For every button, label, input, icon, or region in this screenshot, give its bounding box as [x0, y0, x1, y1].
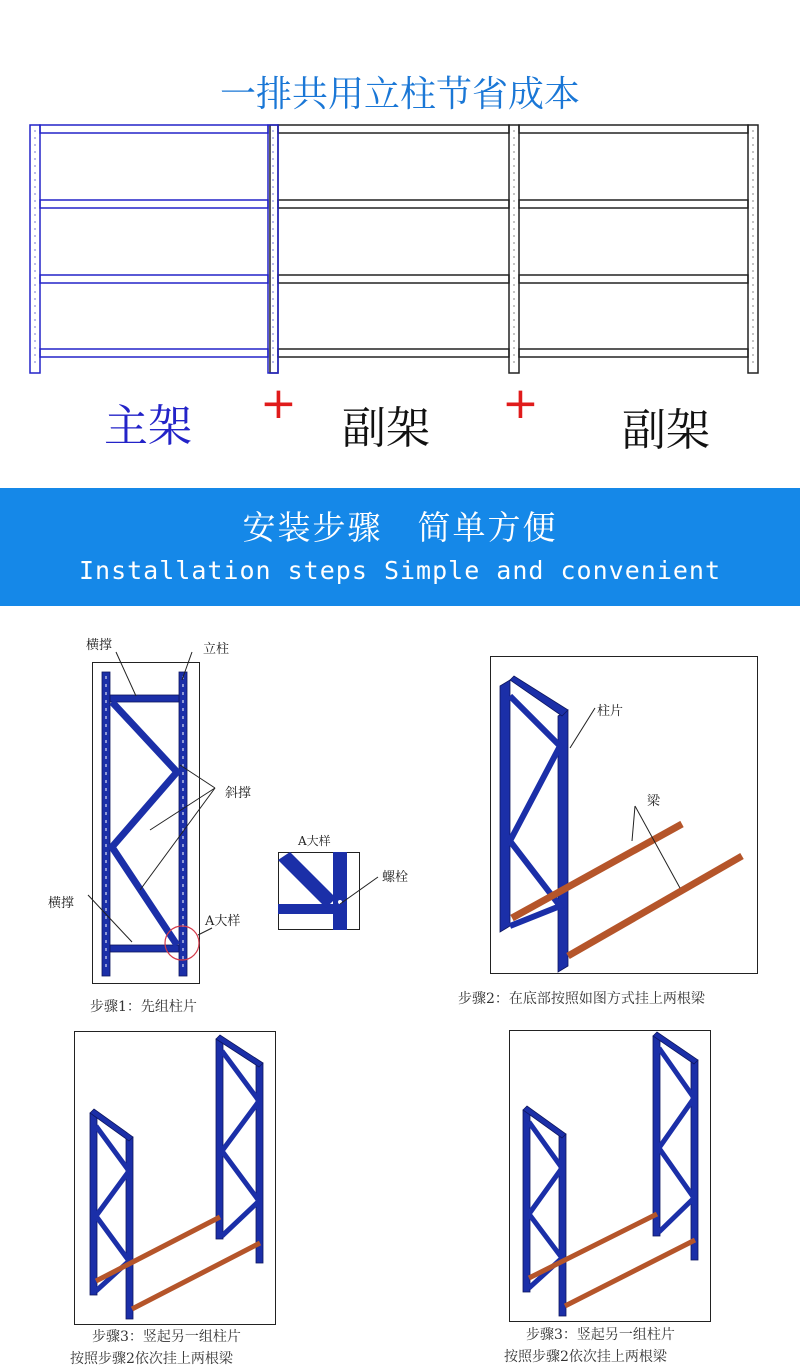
- upright-label: 立柱: [203, 642, 230, 657]
- banner-subtitle: Installation steps Simple and convenient: [78, 556, 722, 585]
- step2-caption: 步骤2：在底部按照如图方式挂上两根梁: [458, 991, 705, 1007]
- step3a-caption-line1: 步骤3：竖起另一组柱片: [92, 1329, 241, 1345]
- step3a-caption-line2: 按照步骤2依次挂上两根梁: [70, 1351, 233, 1367]
- plus-sign: +: [502, 378, 539, 429]
- banner-title: 安装步骤 简单方便: [242, 508, 558, 547]
- step1-caption: 步骤1：先组柱片: [90, 999, 197, 1015]
- detail-a-label: A大样: [205, 914, 241, 929]
- sub-frame-label: 副架: [622, 405, 710, 456]
- bolt-leader-line: [330, 872, 390, 912]
- plus-sign: +: [260, 378, 297, 429]
- step3b-caption-line2: 按照步骤2依次挂上两根梁: [504, 1349, 667, 1365]
- main-frame-label: 主架: [104, 401, 192, 452]
- shelf-diagram: [0, 118, 800, 380]
- page-title: 一排共用立柱节省成本: [219, 74, 580, 115]
- step3b-drawing: [509, 1030, 711, 1322]
- bolt-label: 螺栓: [382, 870, 409, 885]
- diagonal-brace-label: 斜撑: [225, 786, 252, 801]
- frame-label: 柱片: [597, 704, 624, 719]
- sub-frame-label: 副架: [342, 403, 430, 454]
- main-frame: [30, 125, 278, 373]
- crossbrace-label: 横撑: [86, 638, 113, 653]
- beam-label: 梁: [647, 794, 661, 809]
- step3a-drawing: [74, 1031, 276, 1325]
- detail-a-title: A大样: [298, 834, 331, 848]
- crossbrace-label: 横撑: [48, 896, 75, 911]
- step3b-caption-line1: 步骤3：竖起另一组柱片: [526, 1327, 675, 1343]
- step2-drawing: [490, 656, 758, 974]
